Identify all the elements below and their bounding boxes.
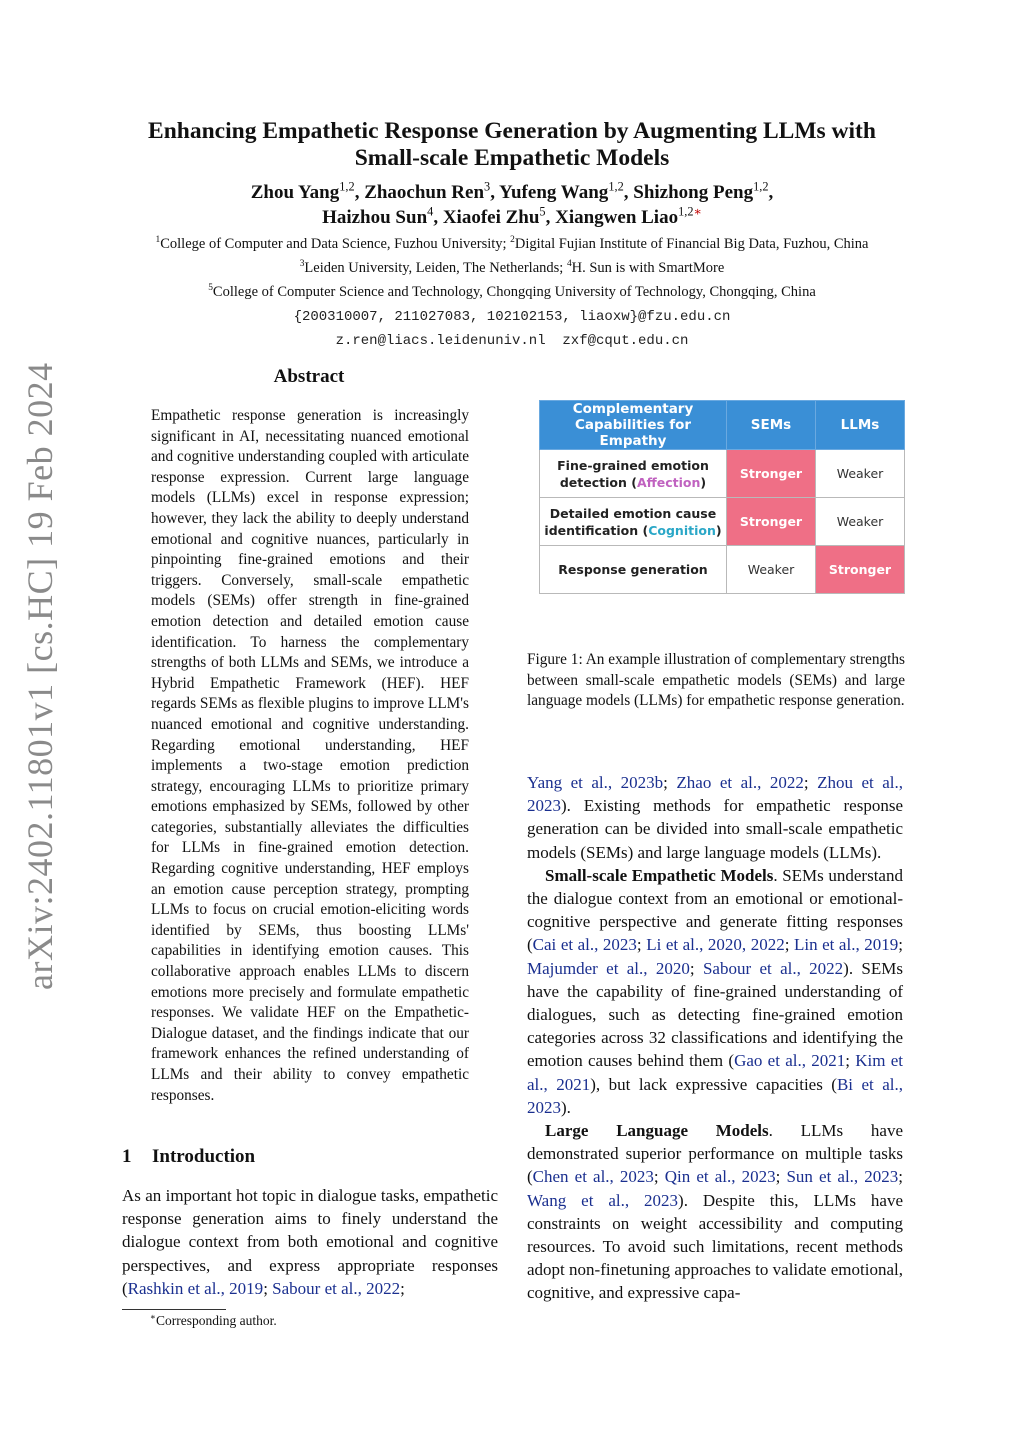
table-row xyxy=(540,498,905,546)
author-name: Shizhong Peng xyxy=(633,182,754,203)
citation-link[interactable]: Sabour et al., 2022 xyxy=(272,1278,401,1298)
llms-cell: Weaker xyxy=(816,450,905,498)
paragraph xyxy=(527,771,903,864)
affiliation-number: 1 xyxy=(155,235,161,246)
llms-cell: Stronger xyxy=(816,546,905,594)
row-label xyxy=(540,450,727,498)
citation-link[interactable]: Li et al., 2020, 2022 xyxy=(646,935,785,955)
row-label-close: ) xyxy=(715,522,722,538)
cognition-tag: Cognition xyxy=(648,522,716,538)
email-line-1: {200310007, 211027083, 102102153, liaoxw}@fzu.edu.cn xyxy=(293,309,731,325)
figure-1-caption: Figure 1: An example illustration of complementary strengths between small-scale empathetic models (SEMs) and large language models (LLMs) for empathetic response generation. xyxy=(527,651,905,710)
citation-link[interactable]: Kim et al., 2021 xyxy=(527,1051,903,1094)
citation-link[interactable]: Bi et al., 2023 xyxy=(527,1074,904,1117)
table-row xyxy=(540,450,905,498)
arxiv-side-stamp: arXiv:2402.11801v1 [cs.HC] 19 Feb 2024 xyxy=(20,362,60,990)
citation-separator: ; xyxy=(775,1167,787,1187)
affiliation-line-1 xyxy=(0,236,1024,253)
citation-link[interactable]: Gao et al., 2021 xyxy=(734,1051,846,1071)
citation-link[interactable]: Lin et al., 2019 xyxy=(793,935,899,955)
body-text: ). Despite this, LLMs have constraints on weight accessibility and computing resources. To avoid such limitations, recent methods adopt non-finetuning approaches to validate emotional, cognitive, and expressive capa- xyxy=(527,1190,903,1303)
author-name: Xiangwen Liao xyxy=(555,207,679,228)
citation-link[interactable]: Chen et al., 2023 xyxy=(532,1167,654,1187)
sems-cell: Weaker xyxy=(727,546,816,594)
table-header-row xyxy=(540,401,905,450)
citation-separator: ; xyxy=(663,773,677,792)
llms-cell: Weaker xyxy=(816,498,905,546)
citation-link[interactable]: Cai et al., 2023 xyxy=(532,935,637,955)
row-label-text: Detailed emotion cause identification ( xyxy=(544,505,717,538)
affiliation-text: H. Sun is with SmartMore xyxy=(571,260,725,276)
citation-separator: ; xyxy=(784,935,794,955)
affiliation-text: Leiden University, Leiden, The Netherlands; xyxy=(304,260,567,276)
citation-link[interactable]: Majumder et al., 2020 xyxy=(527,958,690,978)
email-line-2: z.ren@liacs.leidenuniv.nl zxf@cqut.edu.cn xyxy=(335,333,689,349)
paper-title-line-2: Small-scale Empathetic Models xyxy=(354,145,670,171)
right-column-body xyxy=(527,771,903,1305)
citation-link[interactable]: Qin et al., 2023 xyxy=(664,1167,776,1187)
affection-tag: Affection xyxy=(636,474,701,490)
footnote xyxy=(150,1313,277,1329)
header-llms: LLMs xyxy=(816,401,905,450)
body-text: ). Existing methods for empathetic response generation can be divided into small-scale empathetic models (SEMs) and large language models (LLMs). xyxy=(527,796,903,862)
author-affiliation-mark: 4 xyxy=(427,204,434,219)
author-affiliation-mark: 1,2 xyxy=(678,204,694,219)
footnote-rule xyxy=(122,1309,226,1310)
citation-link[interactable]: Zhou et al., 2023 xyxy=(527,773,904,816)
section-heading-introduction xyxy=(122,1146,255,1168)
citation-separator: ; xyxy=(689,958,703,978)
affiliation-text: College of Computer Science and Technology, Chongqing University of Technology, Chongqing, China xyxy=(212,284,816,300)
affiliation-number: 5 xyxy=(208,283,213,294)
body-text: ; xyxy=(400,1278,405,1298)
row-label-close: ) xyxy=(700,474,707,490)
corresponding-author-mark: ∗ xyxy=(693,204,702,219)
header-sems: SEMs xyxy=(727,401,816,450)
abstract-heading: Abstract xyxy=(273,366,345,387)
body-text: . SEMs understand the dialogue context from an emotional or emotional-cognitive perspective and generate fitting responses ( xyxy=(527,865,903,955)
row-label-text: Fine-grained emotion detection ( xyxy=(557,457,709,490)
affiliation-text: Digital Fujian Institute of Financial Big Data, Fuzhou, China xyxy=(514,236,869,252)
author-name: Zhaochun Ren xyxy=(364,182,485,203)
author-affiliation-mark: 1,2 xyxy=(753,179,769,194)
paragraph-lead: Large Language Models xyxy=(545,1121,769,1141)
affiliation-number: 3 xyxy=(299,259,305,270)
citation-separator: ; xyxy=(898,1167,904,1187)
author-name: Yufeng Wang xyxy=(499,182,609,203)
paper-title-line-1: Enhancing Empathetic Response Generation by Augmenting LLMs with xyxy=(148,118,876,144)
citation-link[interactable]: Sun et al., 2023 xyxy=(786,1167,899,1187)
citation-link[interactable]: Wang et al., 2023 xyxy=(527,1190,679,1210)
sems-cell: Stronger xyxy=(727,450,816,498)
figure-1-table xyxy=(539,400,905,594)
author-affiliation-mark: 1,2 xyxy=(339,179,355,194)
footnote-text: Corresponding author. xyxy=(155,1313,277,1328)
author-name: Zhou Yang xyxy=(250,182,340,203)
paragraph xyxy=(527,864,903,1119)
affiliation-line-2 xyxy=(0,260,1024,277)
author-name: Haizhou Sun xyxy=(322,207,428,228)
citation-separator: ; xyxy=(898,935,903,955)
author-name: Xiaofei Zhu xyxy=(442,207,540,228)
row-label xyxy=(540,498,727,546)
body-text: As an important hot topic in dialogue tasks, empathetic response generation aims to finely understand the dialogue context from both emotional and cognitive perspectives, and express appropriate responses ( xyxy=(122,1186,498,1298)
citation-link[interactable]: Rashkin et al., 2019 xyxy=(127,1278,264,1298)
introduction-paragraph xyxy=(122,1184,498,1300)
body-text: ), but lack expressive capacities ( xyxy=(590,1074,837,1094)
affiliation-number: 2 xyxy=(510,235,515,246)
header-capabilities: Complementary Capabilities for Empathy xyxy=(540,401,727,450)
body-text: ). SEMs have the capability of fine-grained understanding of dialogues, such as detecting fine-grained emotion categories across 32 classifications and identifying the emotion causes behind them ( xyxy=(527,958,903,1071)
footnote-mark: ∗ xyxy=(150,1311,156,1322)
abstract-text: Empathetic response generation is increasingly significant in AI, necessitating nuanced emotional and cognitive understanding coupled with articulate response expression. Current large language models (LLMs) excel in response expression; however, they lack the ability to deeply understand emotional and cognitive nuances, particularly in pinpointing fine-grained emotions and their triggers. Conversely, small-scale empathetic models (SEMs) offer strength in fine-grained emotion detection and detailed emotion cause identification. To harness the complementary strengths of both LLMs and SEMs, we introduce a Hybrid Empathetic Framework (HEF). HEF regards SEMs as flexible plugins to improve LLM's nuanced emotional and cognitive understanding. Regarding emotional understanding, HEF implements a two-stage emotion prediction strategy, encouraging LLMs to prioritize primary emotions emphasized by SEMs, followed by other categories, substantially alleviates the difficulties for LLMs in fine-grained emotion detection. Regarding cognitive understanding, HEF employs an emotion cause perception strategy, prompting LLMs to focus on crucial emotion-eliciting words identified by SEMs, thus boosting LLMs' capabilities in identifying emotion causes. This collaborative approach enables LLMs to discern emotions more precisely and formulate empathetic responses. We validate HEF on the Empathetic-Dialogue dataset, and the findings indicate that our framework enhances the refined understanding of LLMs and their ability to convey empathetic responses. xyxy=(151,407,469,1104)
paragraph xyxy=(527,1119,903,1305)
citation-separator: ; xyxy=(803,773,818,792)
affiliation-line-3 xyxy=(0,284,1024,301)
sems-cell: Stronger xyxy=(727,498,816,546)
affiliation-text: College of Computer and Data Science, Fuzhou University; xyxy=(160,236,511,252)
author-list-line-1: Zhou Yang$^{1,2}$, Zhaochun Ren$^3$, Yufeng Wang$^{1,2}$, Shizhong Peng$^{1,2}$, xyxy=(250,179,774,203)
author-affiliation-mark: 5 xyxy=(539,204,546,219)
citation-link[interactable]: Yang et al., 2023b xyxy=(527,773,664,792)
section-title: Introduction xyxy=(152,1146,256,1167)
paragraph-lead: Small-scale Empathetic Models xyxy=(545,865,774,885)
citation-separator: ; xyxy=(653,1167,665,1187)
citation-link[interactable]: Zhao et al., 2022 xyxy=(676,773,804,792)
author-affiliation-mark: 3 xyxy=(484,179,491,194)
citation-link[interactable]: Sabour et al., 2022 xyxy=(702,958,844,978)
table-row xyxy=(540,546,905,594)
row-label: Response generation xyxy=(540,546,727,594)
body-text: . LLMs have demonstrated superior performance on multiple tasks ( xyxy=(527,1121,904,1187)
author-affiliation-mark: 1,2 xyxy=(608,179,624,194)
affiliation-number: 4 xyxy=(566,259,572,270)
citation-separator: ; xyxy=(263,1278,273,1298)
body-text: ). xyxy=(561,1097,571,1117)
citation-separator: ; xyxy=(845,1051,856,1071)
section-number: 1 xyxy=(122,1146,132,1167)
author-list-line-2: Haizhou Sun$^4$, Xiaofei Zhu$^5$, Xiangwen Liao$^{1,2∗}$ xyxy=(322,204,702,228)
citation-separator: ; xyxy=(636,935,647,955)
